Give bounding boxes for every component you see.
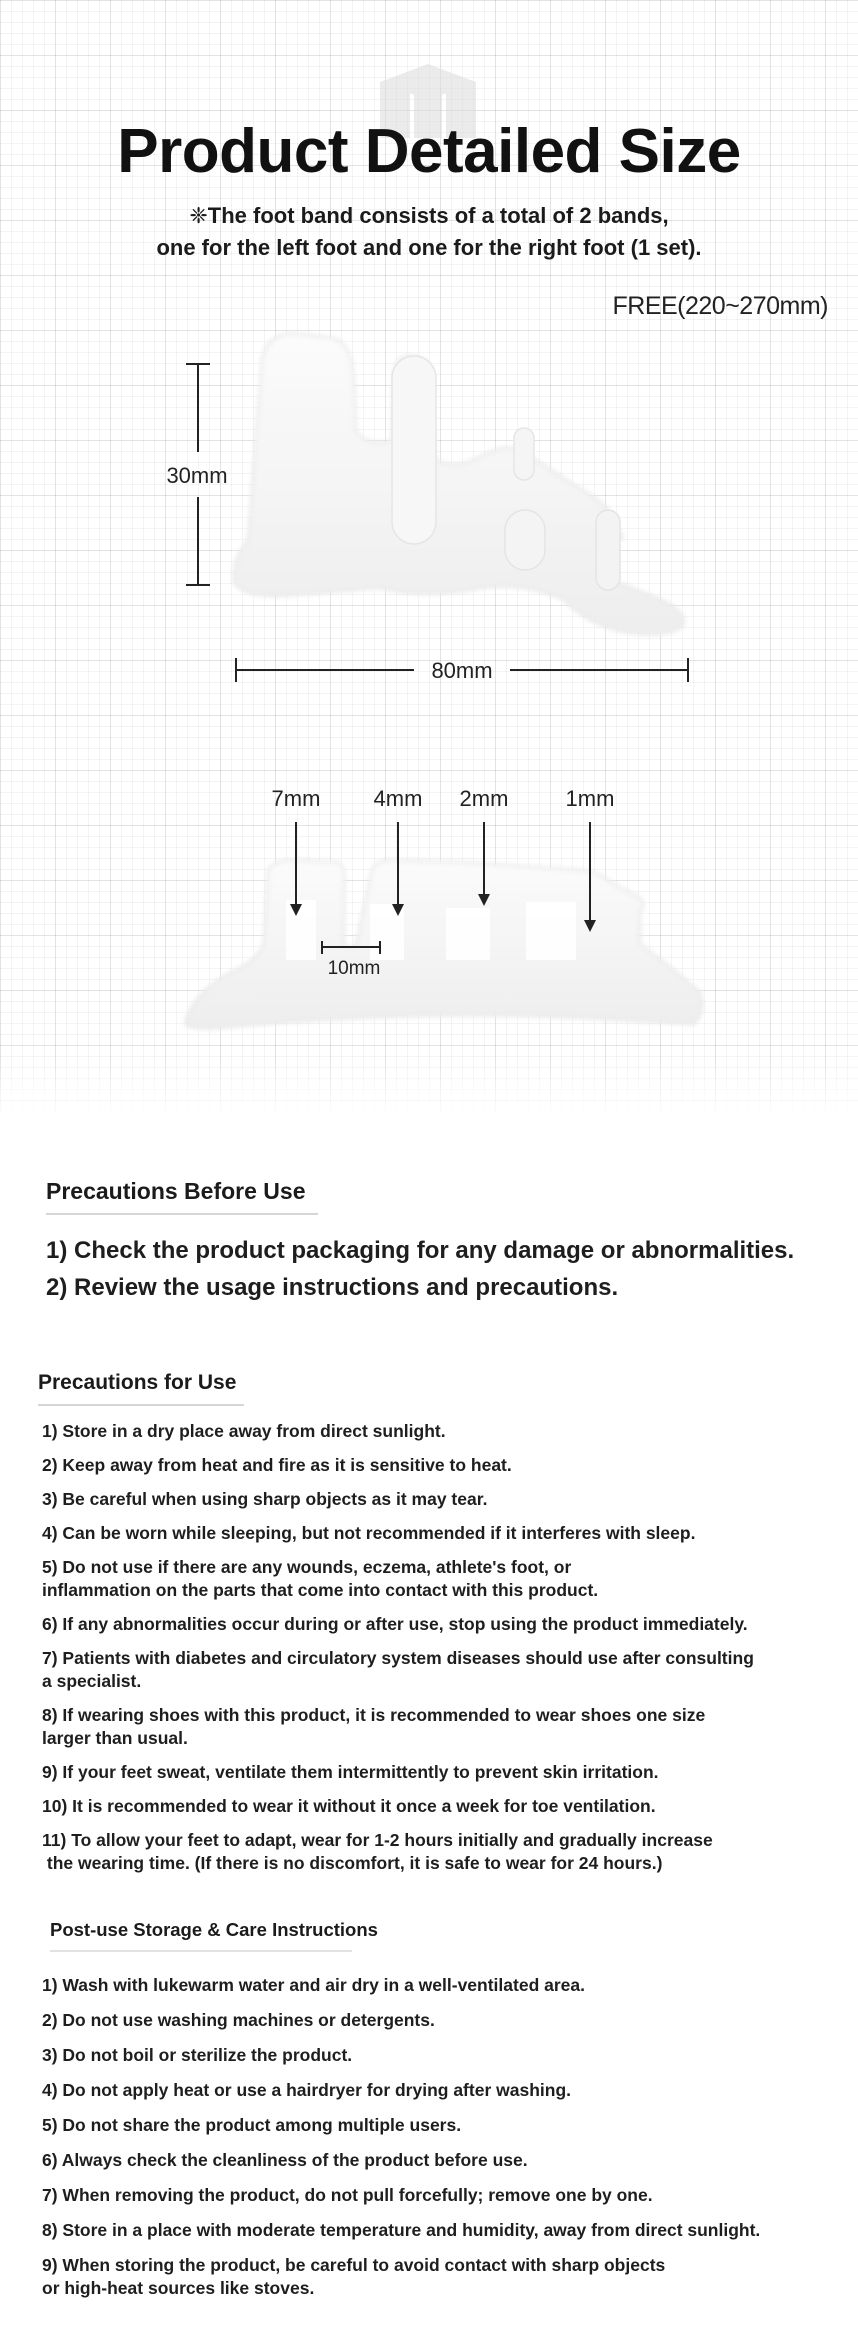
before-use-underline [46, 1213, 318, 1215]
care-list [42, 1974, 760, 2312]
list-item: 1) Wash with lukewarm water and air dry in a well-ventilated area. [42, 1975, 585, 1995]
height-label: 30mm [166, 463, 228, 488]
for-use-list [42, 1420, 754, 1886]
list-item: 3) Do not boil or sterilize the product. [42, 2045, 353, 2065]
list-item: 6) If any abnormalities occur during or after use, stop using the product immediately. [42, 1614, 748, 1634]
before-use-heading: Precautions Before Use [46, 1178, 306, 1204]
list-item: 2) Do not use washing machines or detergents. [42, 2010, 435, 2030]
list-item: 1) Store in a dry place away from direct sunlight. [42, 1421, 446, 1441]
gap-label-2: 4mm [373, 786, 423, 811]
list-item: 5) Do not use if there are any wounds, eczema, athlete's foot, or inflammation on the parts that come into contact with this product. [42, 1557, 599, 1600]
list-item: 5) Do not share the product among multiple users. [42, 2115, 462, 2135]
page-title: Product Detailed Size [117, 117, 741, 186]
care-underline [50, 1950, 352, 1952]
size-section [0, 0, 858, 1118]
for-use-underline [38, 1404, 244, 1406]
list-item: 7) Patients with diabetes and circulatory system diseases should use after consulting a specialist. [42, 1648, 754, 1691]
width-label: 80mm [431, 658, 493, 683]
list-item: 8) If wearing shoes with this product, it is recommended to wear shoes one size larger than usual. [42, 1705, 706, 1748]
free-size-label: FREE(220~270mm) [612, 292, 828, 320]
list-item: 9) If your feet sweat, ventilate them intermittently to prevent skin irritation. [42, 1762, 659, 1782]
list-item: 6) Always check the cleanliness of the product before use. [42, 2150, 528, 2170]
subtitle-line-1: ❈The foot band consists of a total of 2 bands, [189, 203, 669, 228]
gap-label-1: 7mm [271, 786, 321, 811]
list-item: 11) To allow your feet to adapt, wear for 1-2 hours initially and gradually increase the wearing time. (If there is no discomfort, it is safe to wear for 24 hours.) [42, 1830, 713, 1873]
base-label: 10mm [327, 958, 381, 979]
product-size-diagram [0, 0, 858, 1118]
list-item: 10) It is recommended to wear it without it once a week for toe ventilation. [42, 1796, 656, 1816]
for-use-heading: Precautions for Use [38, 1371, 237, 1394]
list-item: 2) Keep away from heat and fire as it is sensitive to heat. [42, 1455, 512, 1475]
product-side-view [234, 334, 684, 635]
list-item: 4) Can be worn while sleeping, but not recommended if it interferes with sleep. [42, 1523, 696, 1543]
before-use-list [46, 1232, 794, 1306]
list-item: 8) Store in a place with moderate temperature and humidity, away from direct sunlight. [42, 2220, 761, 2240]
list-item: 7) When removing the product, do not pull forcefully; remove one by one. [42, 2185, 653, 2205]
list-item: 1) Check the product packaging for any damage or abnormalities. [46, 1237, 795, 1264]
gap-label-4: 1mm [565, 786, 615, 811]
subtitle-line-2: one for the left foot and one for the right foot (1 set). [156, 235, 702, 260]
care-heading: Post-use Storage & Care Instructions [50, 1919, 378, 1940]
list-item: 3) Be careful when using sharp objects as it may tear. [42, 1489, 488, 1509]
list-item: 9) When storing the product, be careful to avoid contact with sharp objects or high-heat sources like stoves. [42, 2255, 666, 2298]
gap-label-3: 2mm [459, 786, 509, 811]
list-item: 2) Review the usage instructions and precautions. [46, 1274, 619, 1301]
list-item: 4) Do not apply heat or use a hairdryer for drying after washing. [42, 2080, 571, 2100]
product-top-view [185, 860, 702, 1029]
